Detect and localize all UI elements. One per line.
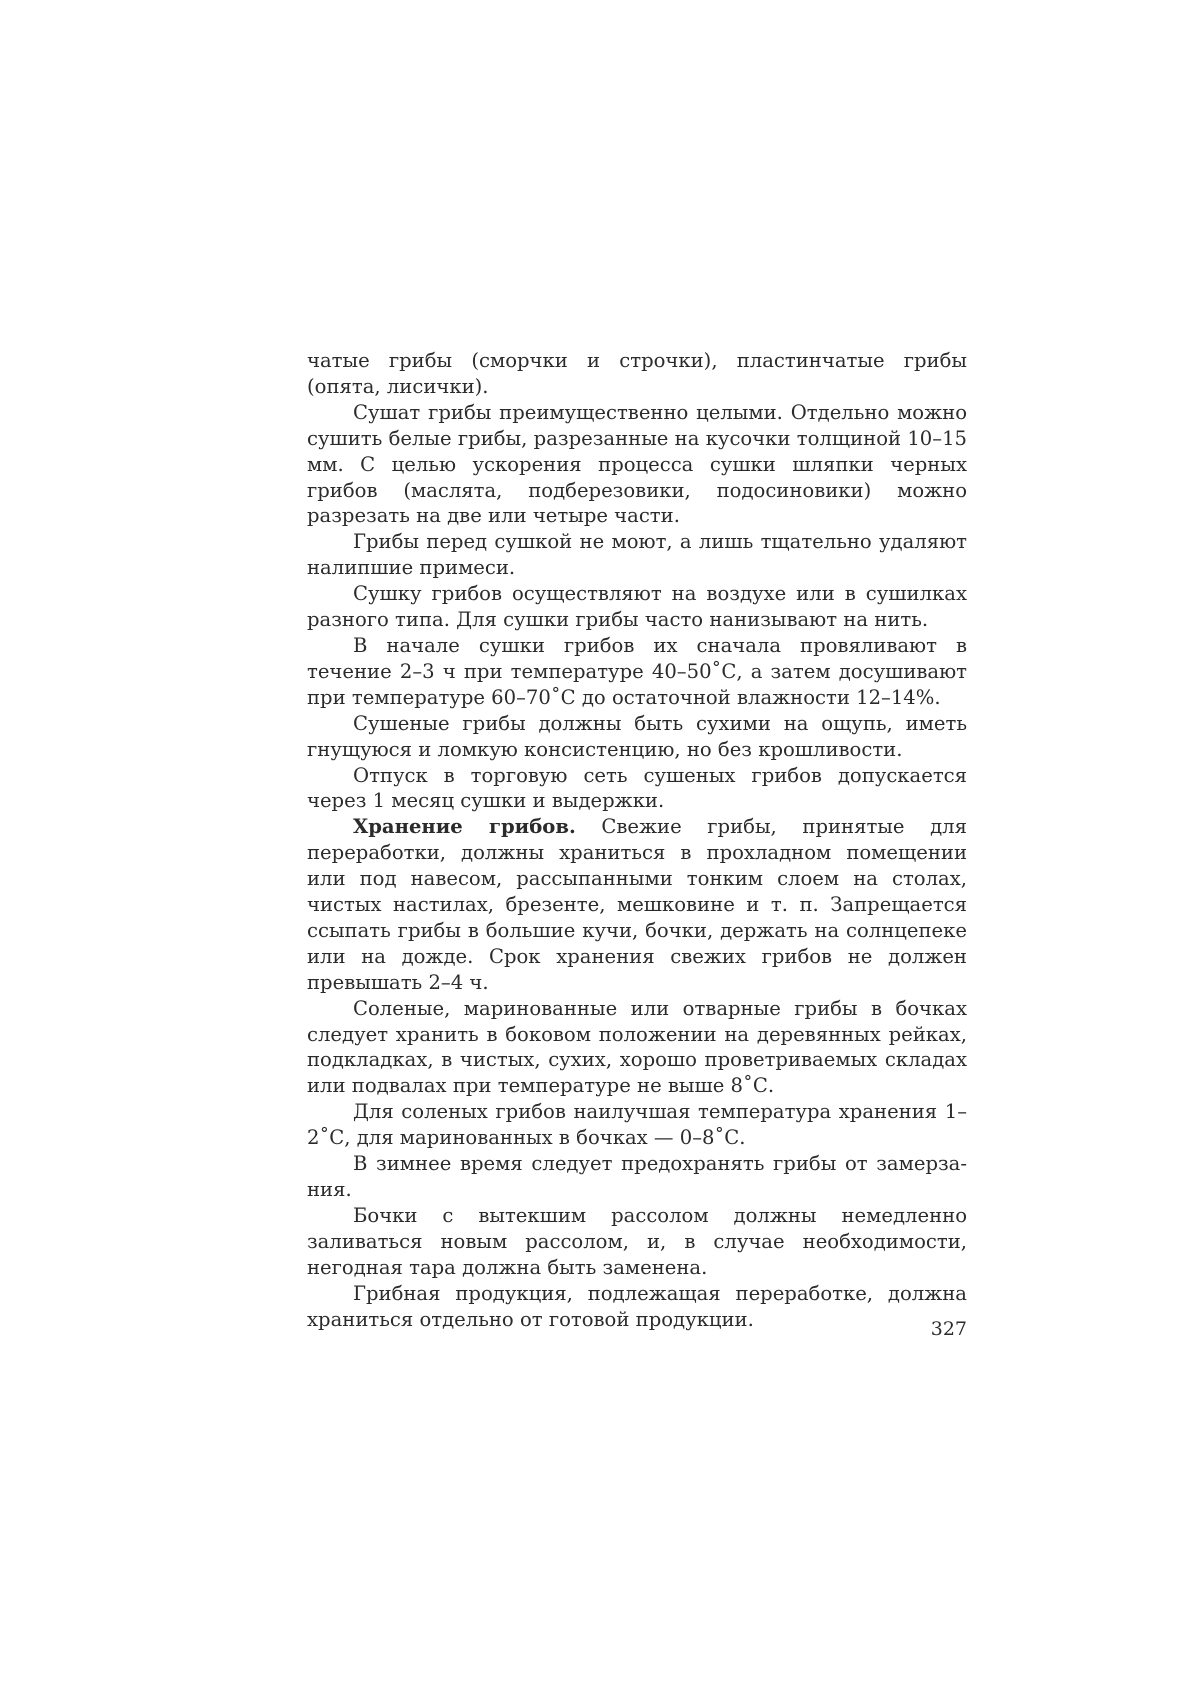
page-number: 327	[931, 1317, 967, 1341]
paragraph: В зимнее время следует предохранять грибы от замерза­ния.	[307, 1151, 967, 1203]
paragraph: Грибы перед сушкой не моют, а лишь тщательно удаляют налипшие примеси.	[307, 529, 967, 581]
paragraph: Сушат грибы преимущественно целыми. Отдельно можно су­шить белые грибы, разрезанные на кусочки толщиной 10–15 мм. С целью ускорения процесса сушки шляпки черных грибов (маслята, подберезовики, подосиновики) можно разрезать на две или четыре части.	[307, 400, 967, 530]
paragraph: Отпуск в торговую сеть сушеных грибов допускается через 1 месяц сушки и выдержки.	[307, 763, 967, 815]
section-heading: Хранение грибов.	[353, 815, 576, 838]
section-paragraph	[307, 814, 967, 995]
paragraph: Соленые, маринованные или отварные грибы в бочках следует хранить в боковом положении на деревянных рейках, подкладках, в чистых, сухих, хорошо проветриваемых складах или подвалах при температуре не выше 8˚С.	[307, 996, 967, 1100]
paragraph: Сушеные грибы должны быть сухими на ощупь, иметь гну­щуюся и ломкую консистенцию, но без крошливости.	[307, 711, 967, 763]
paragraph: Для соленых грибов наилучшая температура хранения 1–2˚С, для маринованных в бочках — 0–8˚С.	[307, 1099, 967, 1151]
paragraph-text: Свежие грибы, принятые для переработ­ки, должны храниться в прохладном помещении или под навесом, рассыпанными тонким слоем на столах, чистых настилах, бре­зенте, мешковине и т. п. Запрещается ссыпать грибы в большие кучи, бочки, держать на солнцепеке или на дожде. Срок хранения свежих грибов не должен превышать 2–4 ч.	[307, 815, 967, 993]
paragraph: Грибная продукция, подлежащая переработке, должна храниться отдельно от готовой продукции.	[307, 1281, 967, 1333]
paragraph: Сушку грибов осуществляют на воздухе или в сушилках разного типа. Для сушки грибы часто нанизывают на нить.	[307, 581, 967, 633]
paragraph: чатые грибы (сморчки и строчки), пластинчатые грибы (опята, лисички).	[307, 348, 967, 400]
paragraph: В начале сушки грибов их сначала провяливают в течение 2–3 ч при температуре 40–50˚С, а затем досушивают при тем­пературе 60–70˚С до остаточной влажности 12–14%.	[307, 633, 967, 711]
body-text	[307, 348, 967, 1332]
paragraph: Бочки с вытекшим рассолом должны немедленно заливать­ся новым рассолом, и, в случае необходимости, негодная тара должна быть заменена.	[307, 1203, 967, 1281]
